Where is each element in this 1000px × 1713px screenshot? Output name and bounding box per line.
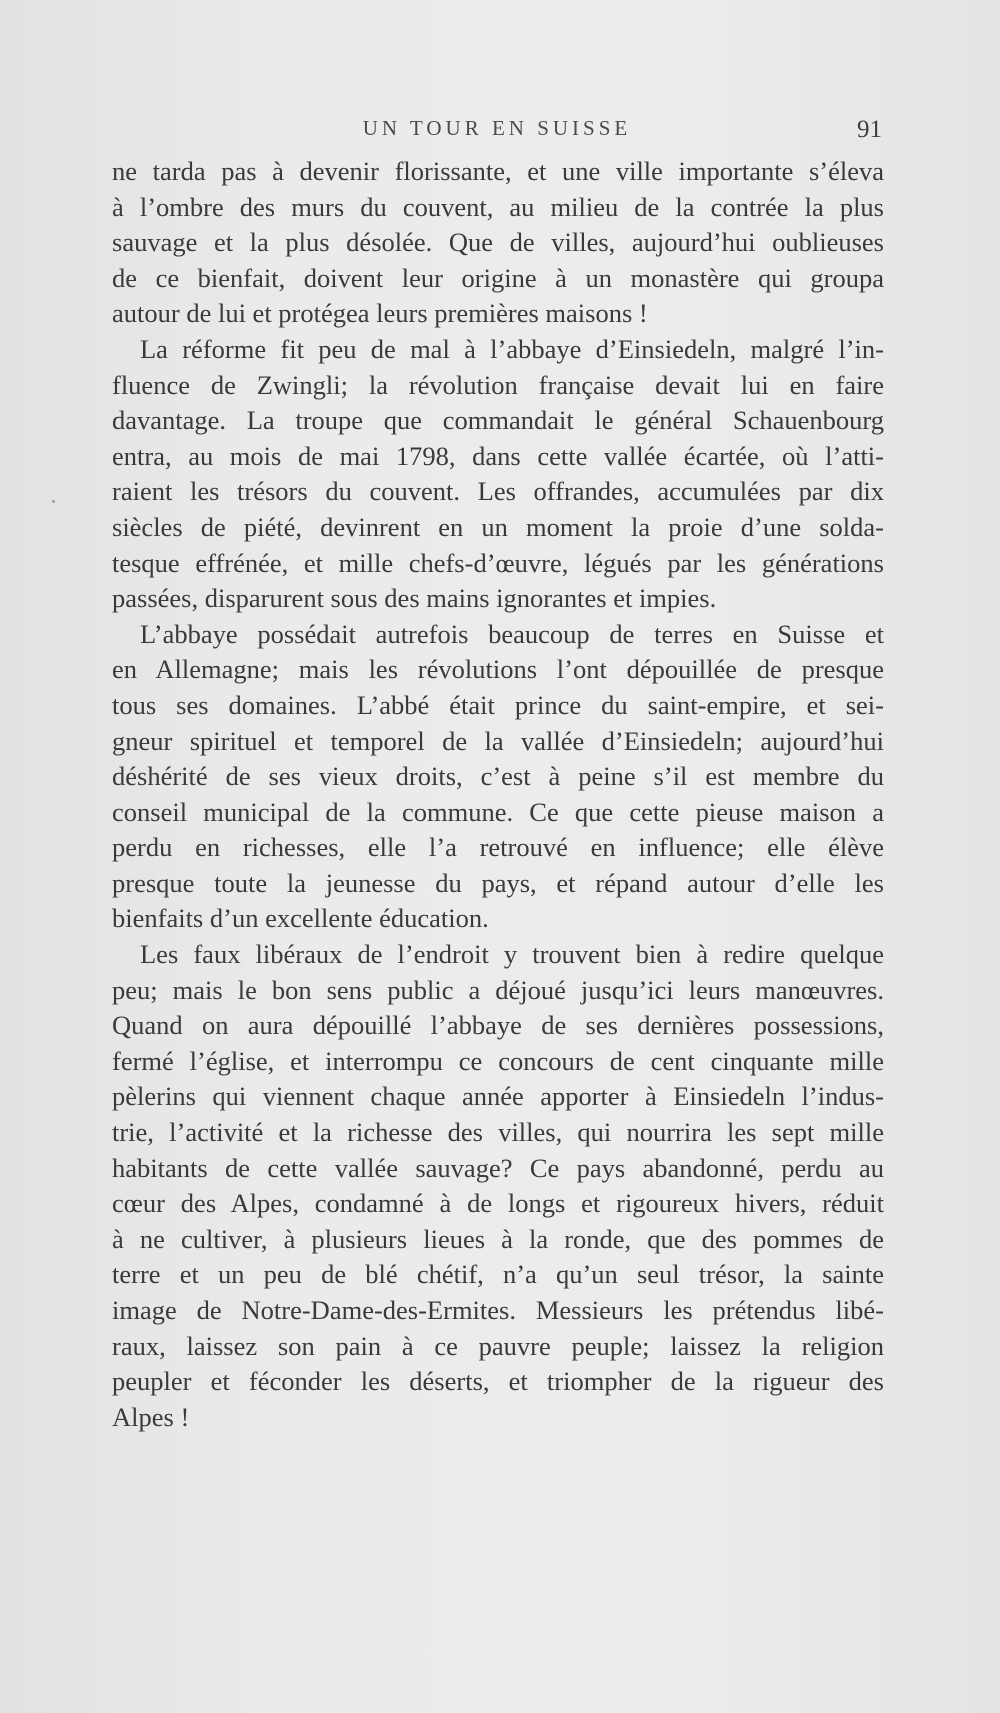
text-line: perdu en richesses, elle l’a retrouvé en influence; elle élève (112, 832, 884, 863)
body-text (112, 154, 884, 1435)
text-line: L’abbaye possédait autrefois beaucoup de terres en Suisse et (140, 618, 884, 649)
text-line: à ne cultiver, à plusieurs lieues à la ronde, que des pommes de (112, 1223, 884, 1254)
text-line: déshérité de ses vieux droits, c’est à peine s’il est membre du (112, 761, 884, 792)
text-line: ne tarda pas à devenir florissante, et une ville importante s’éleva (112, 156, 884, 186)
page-header (112, 112, 882, 152)
text-line: sauvage et la plus désolée. Que de villes, aujourd’hui oublieuses (112, 227, 884, 258)
text-line: Les faux libéraux de l’endroit y trouvent bien à redire quelque (140, 939, 884, 970)
text-line: entra, au mois de mai 1798, dans cette vallée écartée, où l’atti- (112, 440, 884, 471)
text-line: peu; mais le bon sens public a déjoué jusqu’ici leurs manœuvres. (112, 974, 884, 1005)
text-line: habitants de cette vallée sauvage? Ce pays abandonné, perdu au (112, 1152, 884, 1183)
text-line: peupler et féconder les déserts, et triompher de la rigueur des (112, 1366, 884, 1397)
text-line: trie, l’activité et la richesse des villes, qui nourrira les sept mille (112, 1117, 884, 1148)
text-line: Alpes ! (112, 1401, 190, 1432)
text-line: conseil municipal de la commune. Ce que cette pieuse maison a (112, 796, 884, 827)
text-line: de ce bienfait, doivent leur origine à un monastère qui groupa (112, 262, 884, 293)
text-line: raux, laissez son pain à ce pauvre peuple; laissez la religion (112, 1330, 884, 1361)
text-line: image de Notre-Dame-des-Ermites. Messieurs les prétendus libé- (112, 1295, 884, 1325)
text-line: bienfaits d’un excellente éducation. (112, 903, 489, 934)
page-number: 91 (857, 116, 882, 143)
text-line: tous ses domaines. L’abbé était prince du saint-empire, et sei- (112, 689, 884, 720)
text-line: siècles de piété, devinrent en un moment la proie d’une solda- (112, 511, 884, 542)
text-line: passées, disparurent sous des mains ignorantes et impies. (112, 583, 717, 614)
text-line: pèlerins qui viennent chaque année apporter à Einsiedeln l’indus- (112, 1081, 884, 1112)
text-line: presque toute la jeunesse du pays, et répand autour d’elle les (112, 867, 884, 898)
text-line: raient les trésors du couvent. Les offrandes, accumulées par dix (112, 476, 884, 507)
text-line: davantage. La troupe que commandait le général Schauenbourg (112, 405, 884, 436)
text-line: à l’ombre des murs du couvent, au milieu de la contrée la plus (112, 191, 884, 222)
text-line: La réforme fit peu de mal à l’abbaye d’Einsiedeln, malgré l’in- (140, 333, 884, 364)
text-line: autour de lui et protégea leurs premières maisons ! (112, 298, 648, 329)
text-line: gneur spirituel et temporel de la vallée d’Einsiedeln; aujourd’hui (112, 725, 884, 756)
ink-speck (52, 500, 55, 503)
text-line: fluence de Zwingli; la révolution française devait lui en faire (112, 369, 884, 400)
text-line: tesque effrénée, et mille chefs-d’œuvre, légués par les générations (112, 547, 884, 578)
text-line: Quand on aura dépouillé l’abbaye de ses dernières possessions, (112, 1010, 884, 1041)
text-line: terre et un peu de blé chétif, n’a qu’un seul trésor, la sainte (112, 1259, 884, 1290)
running-title: UN TOUR EN SUISSE (362, 116, 632, 140)
text-line: cœur des Alpes, condamné à de longs et rigoureux hivers, réduit (112, 1188, 884, 1219)
text-line: fermé l’église, et interrompu ce concours de cent cinquante mille (112, 1045, 884, 1076)
text-line: en Allemagne; mais les révolutions l’ont dépouillée de presque (112, 654, 884, 685)
